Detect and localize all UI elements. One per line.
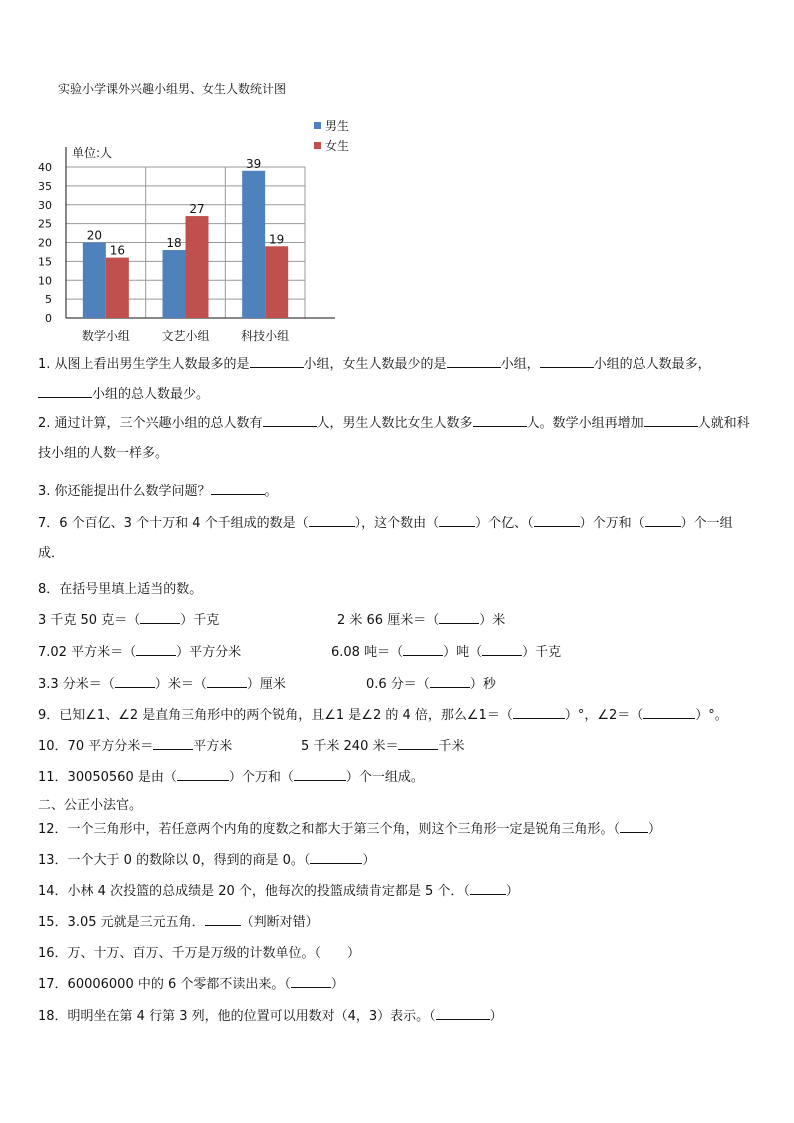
- question-text: 人，男生人数比女生人数多: [316, 416, 473, 431]
- question-text: 6.08 吨＝（: [331, 645, 404, 660]
- question-text: 3.3 分米＝（: [38, 677, 115, 692]
- answer-blank[interactable]: [436, 1005, 490, 1020]
- y-tick-label: 5: [45, 293, 52, 307]
- question-text: ），这个数由（: [354, 516, 440, 531]
- question-15: [38, 911, 319, 930]
- question-text: ）: [505, 884, 519, 899]
- y-tick-label: 10: [38, 274, 52, 288]
- question-text: ）个亿、（: [475, 516, 534, 531]
- answer-blank[interactable]: [403, 641, 443, 656]
- answer-blank[interactable]: [211, 480, 265, 495]
- y-tick-label: 0: [45, 312, 52, 325]
- question-text: ）: [489, 1009, 503, 1024]
- answer-blank[interactable]: [620, 818, 648, 833]
- question-14: [38, 880, 519, 899]
- question-text: ）°，∠2＝（: [564, 708, 644, 723]
- legend-swatch: [314, 122, 321, 129]
- question-text: 15．3.05 元就是三元五角．: [38, 915, 205, 930]
- question-text: 小组，: [500, 357, 540, 372]
- question-9: [38, 704, 728, 723]
- bar-男生-科技小组: [242, 171, 265, 318]
- question-8-item-3: [38, 641, 241, 660]
- data-label: 19: [269, 232, 285, 247]
- legend-swatch: [314, 142, 321, 149]
- y-tick-label: 30: [38, 198, 52, 212]
- answer-blank[interactable]: [250, 353, 304, 368]
- bar-女生-科技小组: [265, 246, 288, 318]
- answer-blank[interactable]: [473, 412, 527, 427]
- question-text: ）个一组成。: [345, 770, 424, 785]
- question-8-heading: 8．在括号里填上适当的数。: [38, 582, 203, 597]
- question-8-item-4: [331, 641, 561, 660]
- question-12: [38, 818, 661, 837]
- question-1: [38, 350, 758, 410]
- data-label: 27: [189, 202, 205, 217]
- answer-blank[interactable]: [470, 880, 506, 895]
- question-text: 。: [264, 484, 278, 499]
- question-text: 12．一个三角形中，若任意两个内角的度数之和都大于第三个角，则这个三角形一定是锐角三角形。（: [38, 822, 621, 837]
- section-2-heading: 二、公正小法官。: [38, 798, 143, 813]
- answer-blank[interactable]: [540, 353, 594, 368]
- y-tick-label: 40: [38, 161, 52, 174]
- question-text: 人就和科技小组的人数一样多。: [38, 416, 750, 461]
- question-text: 11．30050560 是由（: [38, 770, 177, 785]
- question-text: 2 米 66 厘米＝（: [337, 613, 440, 628]
- x-tick-label: 文艺小组: [161, 329, 210, 343]
- chart-title: 实验小学课外兴趣小组男、女生人数统计图: [58, 82, 287, 96]
- question-text: 5 千米 240 米＝: [301, 739, 399, 754]
- question-3: [38, 480, 278, 499]
- answer-blank[interactable]: [207, 673, 247, 688]
- question-text: 13．一个大于 0 的数除以 0，得到的商是 0。（: [38, 853, 311, 868]
- y-tick-label: 25: [38, 217, 52, 231]
- question-text: ）个万和（: [579, 516, 645, 531]
- question-17: [38, 973, 344, 992]
- question-text: 10．70 平方分米＝: [38, 739, 154, 754]
- chart-legend: [314, 118, 349, 153]
- answer-blank[interactable]: [38, 383, 92, 398]
- question-16: 16．万、十万、百万、千万是万级的计数单位。（ ）: [38, 946, 361, 961]
- answer-blank[interactable]: [291, 973, 331, 988]
- question-10: [38, 735, 232, 754]
- question-8-item-1: [38, 609, 219, 628]
- question-8-item-6: [366, 673, 496, 692]
- answer-blank[interactable]: [136, 641, 176, 656]
- bar-女生-文艺小组: [186, 216, 209, 318]
- question-text: 17．60006000 中的 6 个零都不读出来。（: [38, 977, 291, 992]
- question-text: ）千克: [522, 645, 562, 660]
- answer-blank[interactable]: [534, 512, 580, 527]
- answer-blank[interactable]: [643, 704, 695, 719]
- bar-男生-数学小组: [83, 243, 106, 319]
- question-text: 人。数学小组再增加: [526, 416, 644, 431]
- question-text: ）个万和（: [228, 770, 294, 785]
- question-text: ）厘米: [246, 677, 286, 692]
- bar-chart: [0, 110, 380, 350]
- question-text: 千米: [438, 739, 465, 754]
- question-text: 小组的总人数最多，: [593, 357, 711, 372]
- data-label: 16: [109, 243, 125, 258]
- question-8-item-2: [337, 609, 505, 628]
- answer-blank[interactable]: [430, 673, 470, 688]
- question-7: [38, 509, 758, 569]
- question-10-part-2: [301, 735, 465, 754]
- answer-blank[interactable]: [140, 609, 180, 624]
- question-text: 小组，女生人数最少的是: [303, 357, 447, 372]
- answer-blank[interactable]: [482, 641, 522, 656]
- data-label: 18: [166, 236, 182, 251]
- question-text: ）: [362, 853, 376, 868]
- question-text: 14．小林 4 次投篮的总成绩是 20 个，他每次的投篮成绩肯定都是 5 个．（: [38, 884, 470, 899]
- y-tick-label: 35: [38, 179, 52, 193]
- legend-label: 女生: [325, 139, 350, 153]
- question-text: ）平方分米: [176, 645, 242, 660]
- x-tick-label: 数学小组: [81, 329, 130, 343]
- y-axis-unit-label: 单位:人: [72, 146, 113, 160]
- question-text: 平方米: [193, 739, 233, 754]
- question-text: 1. 从图上看出男生学生人数最多的是: [38, 357, 250, 372]
- question-2: [38, 409, 758, 469]
- answer-blank[interactable]: [439, 512, 475, 527]
- question-text: 3 千克 50 克＝（: [38, 613, 141, 628]
- bar-男生-文艺小组: [163, 250, 186, 318]
- answer-blank[interactable]: [645, 512, 681, 527]
- answer-blank[interactable]: [447, 353, 501, 368]
- question-text: 9．已知∠1、∠2 是直角三角形中的两个锐角，且∠1 是∠2 的 4 倍，那么∠1＝（: [38, 708, 513, 723]
- question-text: ）米: [479, 613, 506, 628]
- question-text: ）秒: [469, 677, 496, 692]
- answer-blank[interactable]: [115, 673, 155, 688]
- question-text: 3. 你还能提出什么数学问题？: [38, 484, 211, 499]
- answer-blank[interactable]: [309, 512, 355, 527]
- data-label: 20: [86, 228, 102, 243]
- question-text: ）米＝（: [154, 677, 207, 692]
- question-text: ）: [330, 977, 344, 992]
- answer-blank[interactable]: [310, 849, 362, 864]
- question-text: 7．6 个百亿、3 个十万和 4 个千组成的数是（: [38, 516, 309, 531]
- y-tick-label: 20: [38, 236, 52, 250]
- question-text: ）: [648, 822, 662, 837]
- question-18: [38, 1005, 503, 1024]
- question-text: ）°。: [695, 708, 728, 723]
- answer-blank[interactable]: [177, 766, 229, 781]
- answer-blank[interactable]: [439, 609, 479, 624]
- question-text: 2. 通过计算，三个兴趣小组的总人数有: [38, 416, 263, 431]
- question-text: ）吨（: [443, 645, 483, 660]
- x-tick-label: 科技小组: [241, 329, 290, 343]
- question-text: ）千克: [180, 613, 220, 628]
- question-8-item-5: [38, 673, 286, 692]
- question-text: （判断对错）: [240, 915, 319, 930]
- question-text: ）个一组成．: [38, 516, 733, 561]
- answer-blank[interactable]: [398, 735, 438, 750]
- question-text: 0.6 分＝（: [366, 677, 430, 692]
- question-11: [38, 766, 424, 785]
- answer-blank[interactable]: [644, 412, 698, 427]
- question-13: [38, 849, 375, 868]
- answer-blank[interactable]: [294, 766, 346, 781]
- answer-blank[interactable]: [263, 412, 317, 427]
- y-tick-label: 15: [38, 255, 52, 269]
- question-text: 7.02 平方米＝（: [38, 645, 137, 660]
- answer-blank[interactable]: [153, 735, 193, 750]
- bar-女生-数学小组: [106, 258, 129, 318]
- legend-label: 男生: [325, 119, 350, 133]
- question-text: 18．明明坐在第 4 行第 3 列，他的位置可以用数对（4，3）表示。（: [38, 1009, 436, 1024]
- answer-blank[interactable]: [205, 911, 241, 926]
- question-text: 小组的总人数最少。: [92, 387, 210, 402]
- answer-blank[interactable]: [513, 704, 565, 719]
- data-label: 39: [246, 156, 262, 171]
